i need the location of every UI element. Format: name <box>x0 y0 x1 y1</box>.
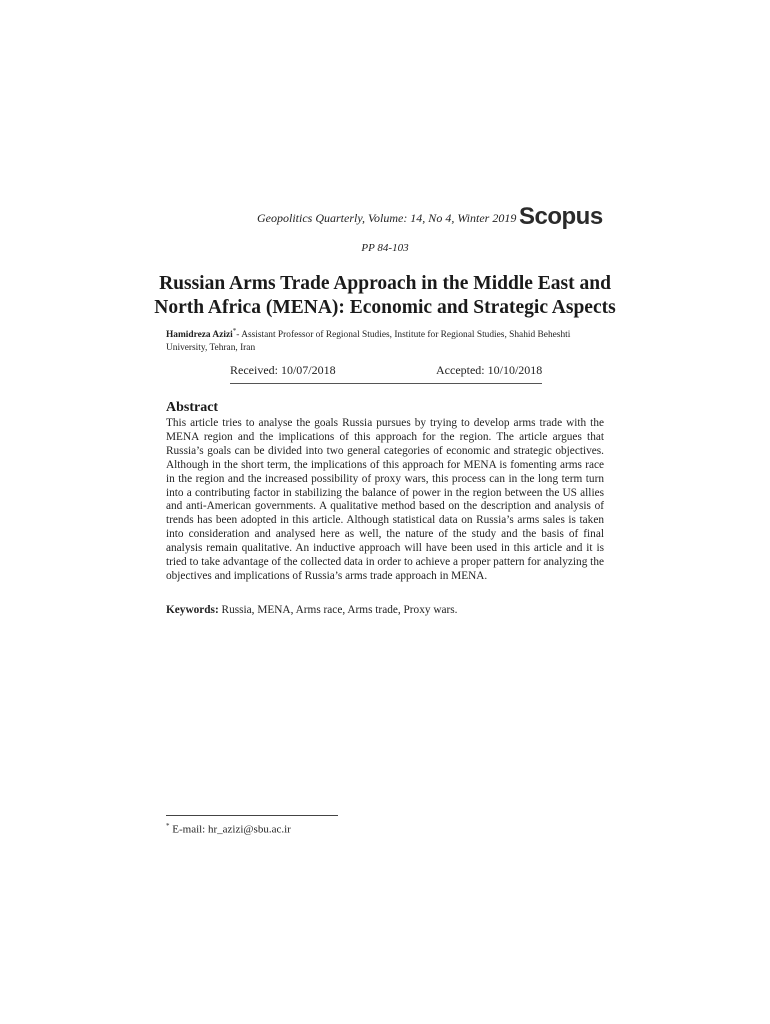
keywords <box>166 603 604 617</box>
dates-divider <box>230 383 542 384</box>
abstract-body: This article tries to analyse the goals Russia pursues by trying to develop arms trade with the MENA region and the implications of this approach for the region. The article argues that Russia’s goals can be divided into two general categories of economic and strategic objectives. Although in the short term, the implications of this approach for MENA is fomenting arms race in the region and the increased possibility of proxy wars, this process can in the long term turn into a contributing factor in stabilizing the balance of power in the region between the US allies and anti-American governments. A qualitative method based on the description and analysis of trends has been adopted in this article. Although statistical data on Russia’s arms sales is taken into consideration and analysed here as well, the nature of the study and the basis of final analysis remain qualitative. An inductive approach will have been used in this article and it is tried to take advantage of the collected data in order to achieve a proper pattern for analyzing the objectives and implications of Russia’s arms trade approach in MENA. <box>166 417 604 582</box>
author-footnote-mark: * <box>232 327 237 335</box>
footnote-divider <box>166 815 338 816</box>
article-title: Russian Arms Trade Approach in the Middle East and North Africa (MENA): Economic and Strategic Aspects <box>154 273 616 318</box>
page-range: PP 84-103 <box>361 242 409 254</box>
author-affiliation: - Assistant Professor of Regional Studies, Institute for Regional Studies, Shahid Beheshti University, Tehran, Iran <box>166 330 571 354</box>
abstract-heading: Abstract <box>166 400 219 415</box>
footnote-mark: * <box>166 822 170 830</box>
keywords-list: Russia, MENA, Arms race, Arms trade, Proxy wars. <box>218 604 458 616</box>
scopus-logo: Scopus <box>519 203 603 230</box>
author-line <box>166 325 606 355</box>
footnote-email: E-mail: hr_azizi@sbu.ac.ir <box>169 823 291 836</box>
keywords-label: Keywords: <box>166 604 219 616</box>
footnote <box>166 822 291 836</box>
author-name: Hamidreza Azizi <box>166 330 233 341</box>
accepted-date: Accepted: 10/10/2018 <box>436 363 543 377</box>
journal-info: Geopolitics Quarterly, Volume: 14, No 4, Winter 2019 <box>257 211 517 225</box>
received-date: Received: 10/07/2018 <box>230 363 336 377</box>
